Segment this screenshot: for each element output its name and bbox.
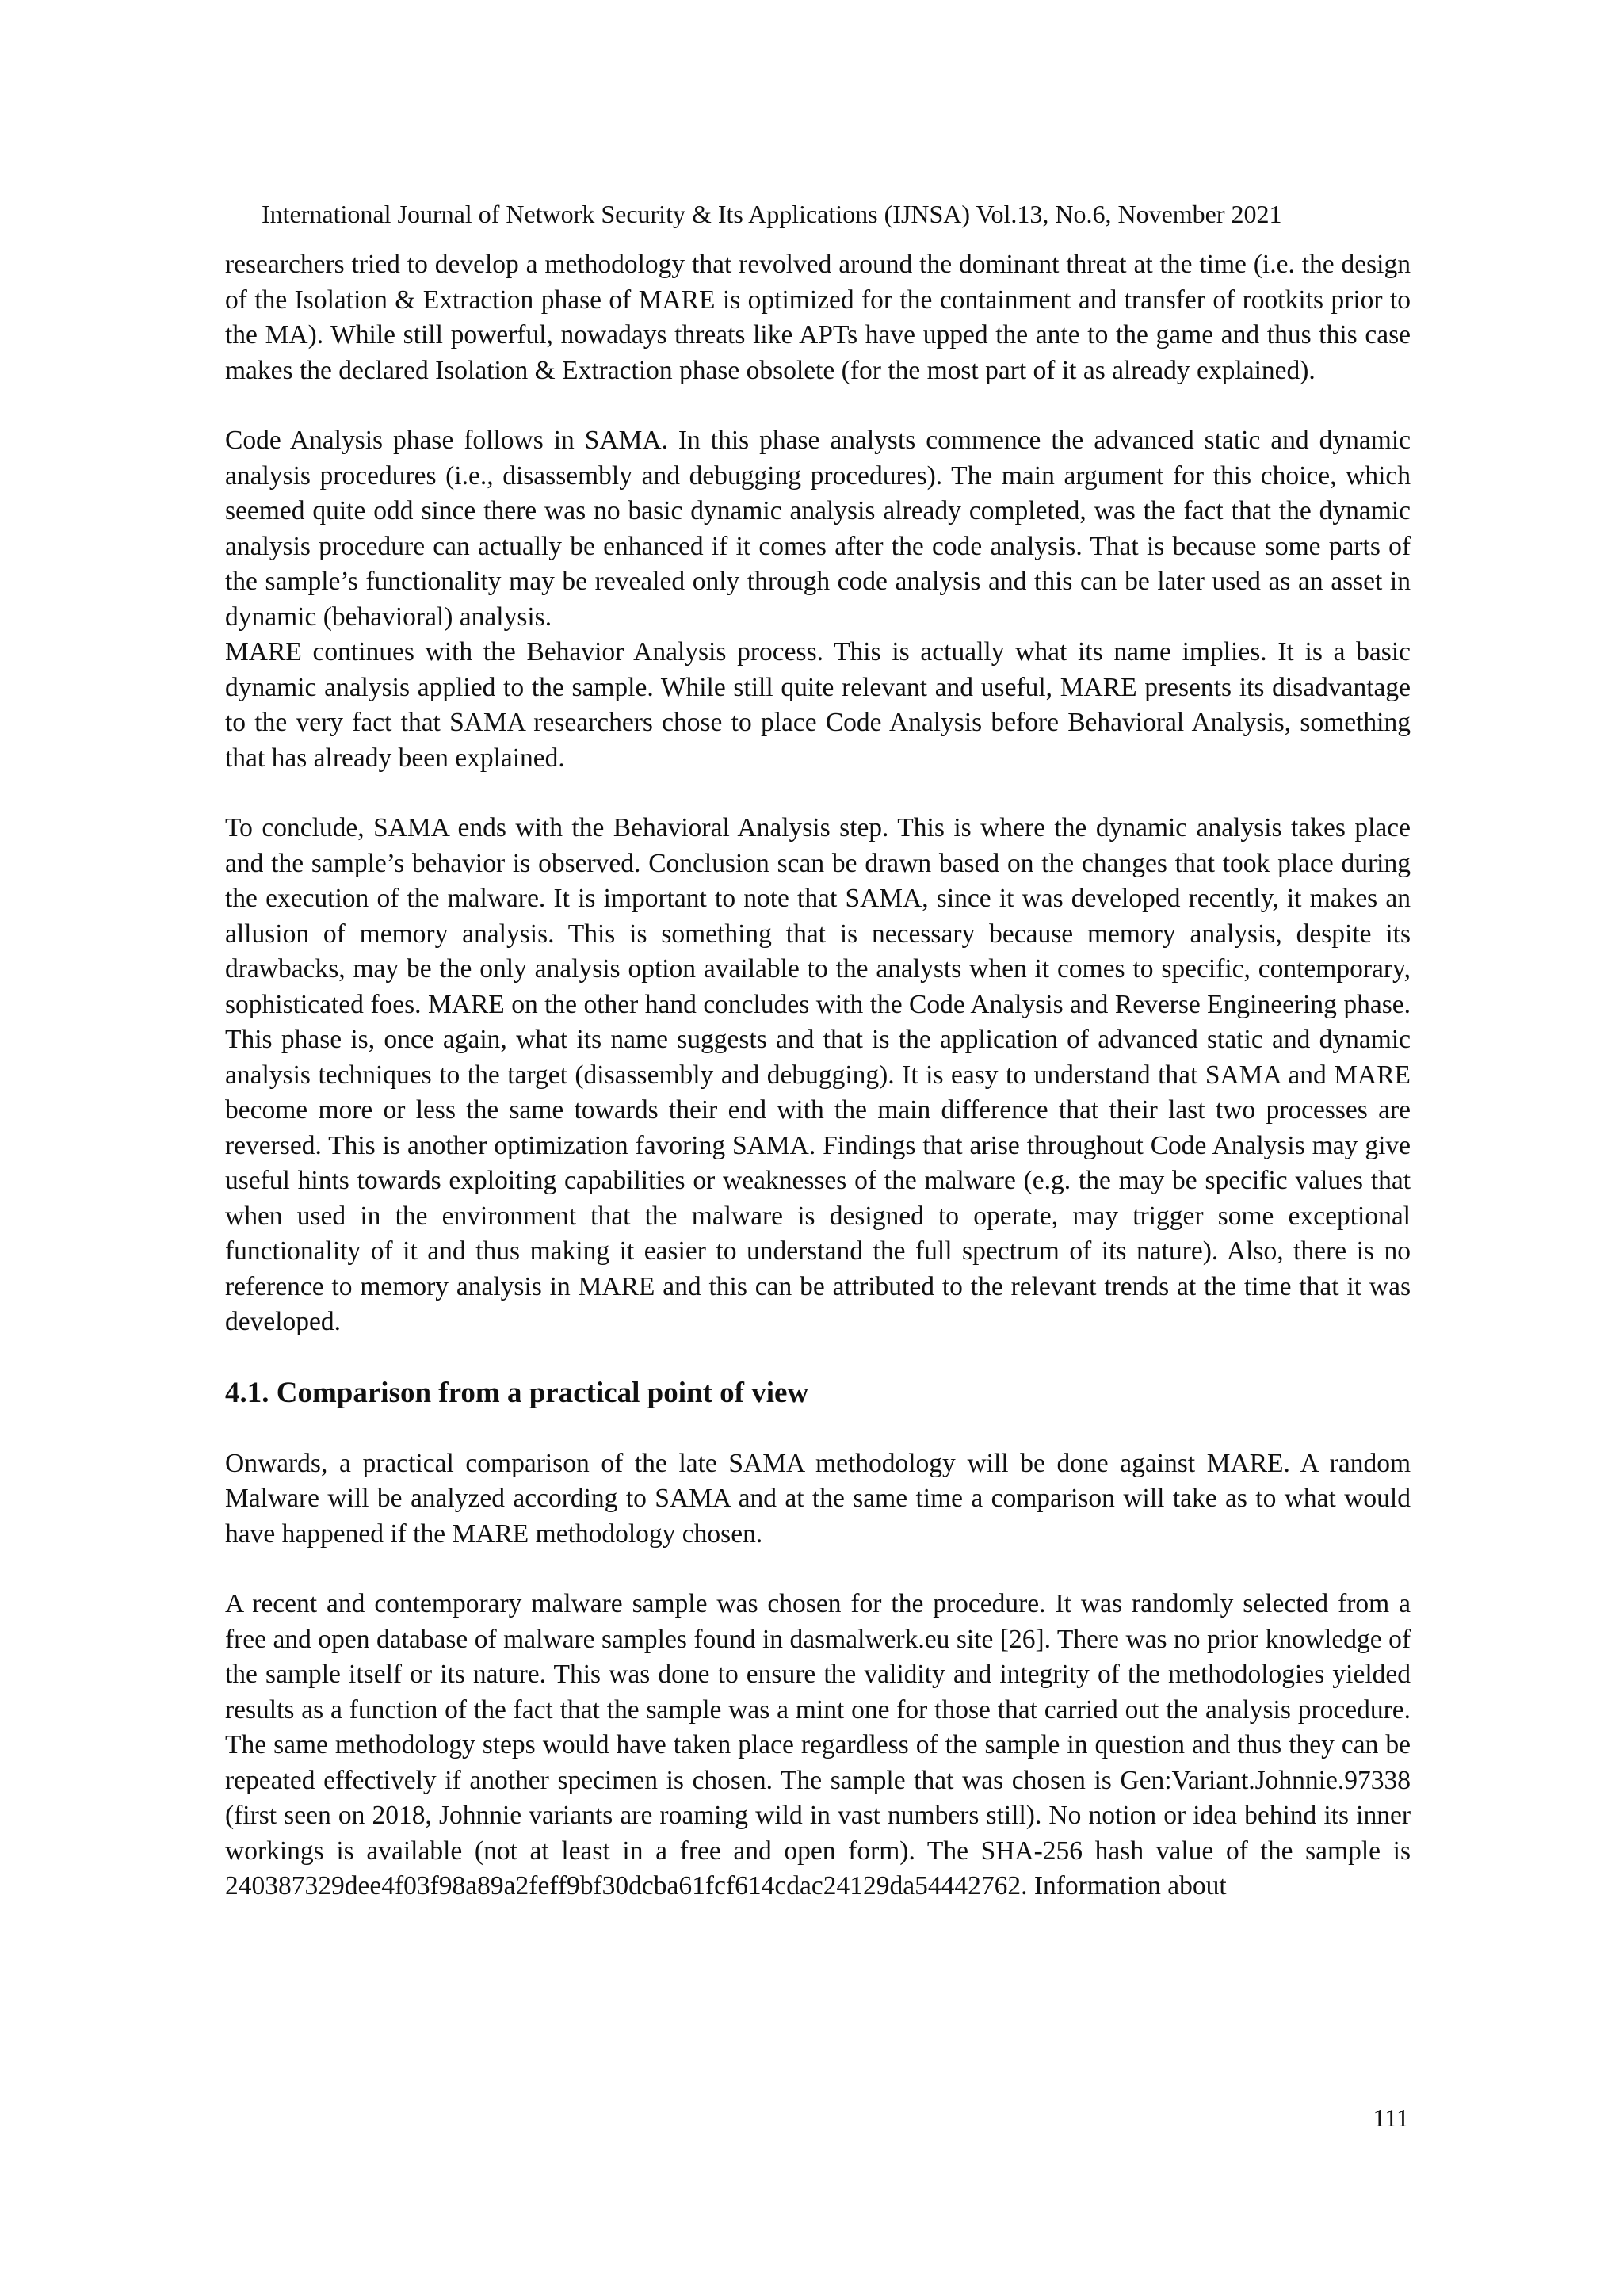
article-body (225, 247, 1411, 1904)
paragraph-behavior-analysis: MARE continues with the Behavior Analysis process. This is actually what its name implies. It is a basic dynamic analysis applied to the sample. While still quite relevant and useful, MARE presents its disadvantage to the very fact that SAMA researchers chose to place Code Analysis before Behavioral Analysis, something that has already been explained. (225, 637, 1411, 773)
paragraph-conclusion: To conclude, SAMA ends with the Behavioral Analysis step. This is where the dynamic analysis takes place and the sample’s behavior is observed. Conclusion scan be drawn based on the changes that took place during the execution of the malware. It is important to note that SAMA, since it was developed recently, it makes an allusion of memory analysis. This is something that is necessary because memory analysis, despite its drawbacks, may be the only analysis option available to the analysts when it comes to specific, contemporary, sophisticated foes. MARE on the other hand concludes with the Code Analysis and Reverse Engineering phase. This phase is, once again, what its name suggests and that is the application of advanced static and dynamic analysis techniques to the target (disassembly and debugging). It is easy to understand that SAMA and MARE become more or less the same towards their end with the main difference that their last two processes are reversed. This is another optimization favoring SAMA. Findings that arise throughout Code Analysis may give useful hints towards exploiting capabilities or weaknesses of the malware (e.g. the may be specific values that when used in the environment that the malware is designed to operate, may trigger some exceptional functionality of it and thus making it easier to understand the full spectrum of its nature). Also, there is no reference to memory analysis in MARE and this can be attributed to the relevant trends at the time that it was developed. (225, 813, 1411, 1336)
section-heading: 4.1. Comparison from a practical point of view (225, 1376, 809, 1409)
paragraph-practical-comparison: Onwards, a practical comparison of the late SAMA methodology will be done against MARE. A random Malware will be analyzed according to SAMA and at the same time a comparison will take as to what would have happened if the MARE methodology chosen. (225, 1448, 1411, 1549)
paragraph-sample-selection: A recent and contemporary malware sample was chosen for the procedure. It was randomly selected from a free and open database of malware samples found in dasmalwerk.eu site [26]. There was no prior knowledge of the sample itself or its nature. This was done to ensure the validity and integrity of the methodologies yielded results as a function of the fact that the sample was a mint one for those that carried out the analysis procedure. The same methodology steps would have taken place regardless of the sample in question and thus they can be repeated effectively if another specimen is chosen. The sample that was chosen is Gen:Variant.Johnnie.97338 (first seen on 2018, Johnnie variants are roaming wild in vast numbers still). No notion or idea behind its inner workings is available (not at least in a free and open form). The SHA-256 hash value of the sample is 240387329dee4f03f98a89a2feff9bf30dcba61fcf614cdac24129da54442762. Information about (225, 1589, 1411, 1901)
running-header: International Journal of Network Security & Its Applications (IJNSA) Vol.13, No.6, November 2021 (262, 200, 1282, 228)
paragraph-code-analysis: Code Analysis phase follows in SAMA. In this phase analysts commence the advanced static and dynamic analysis procedures (i.e., disassembly and debugging procedures). The main argument for this choice, which seemed quite odd since there was no basic dynamic analysis already completed, was the fact that the dynamic analysis procedure can actually be enhanced if it comes after the code analysis. That is because some parts of the sample’s functionality may be revealed only through code analysis and this can be later used as an asset in dynamic (behavioral) analysis. (225, 426, 1411, 632)
paragraph-isolation-extraction: researchers tried to develop a methodology that revolved around the dominant threat at the time (i.e. the design of the Isolation & Extraction phase of MARE is optimized for the containment and transfer of rootkits prior to the MA). While still powerful, nowadays threats like APTs have upped the ante to the game and thus this case makes the declared Isolation & Extraction phase obsolete (for the most part of it as already explained). (225, 250, 1411, 385)
page-number: 111 (1373, 2103, 1409, 2132)
